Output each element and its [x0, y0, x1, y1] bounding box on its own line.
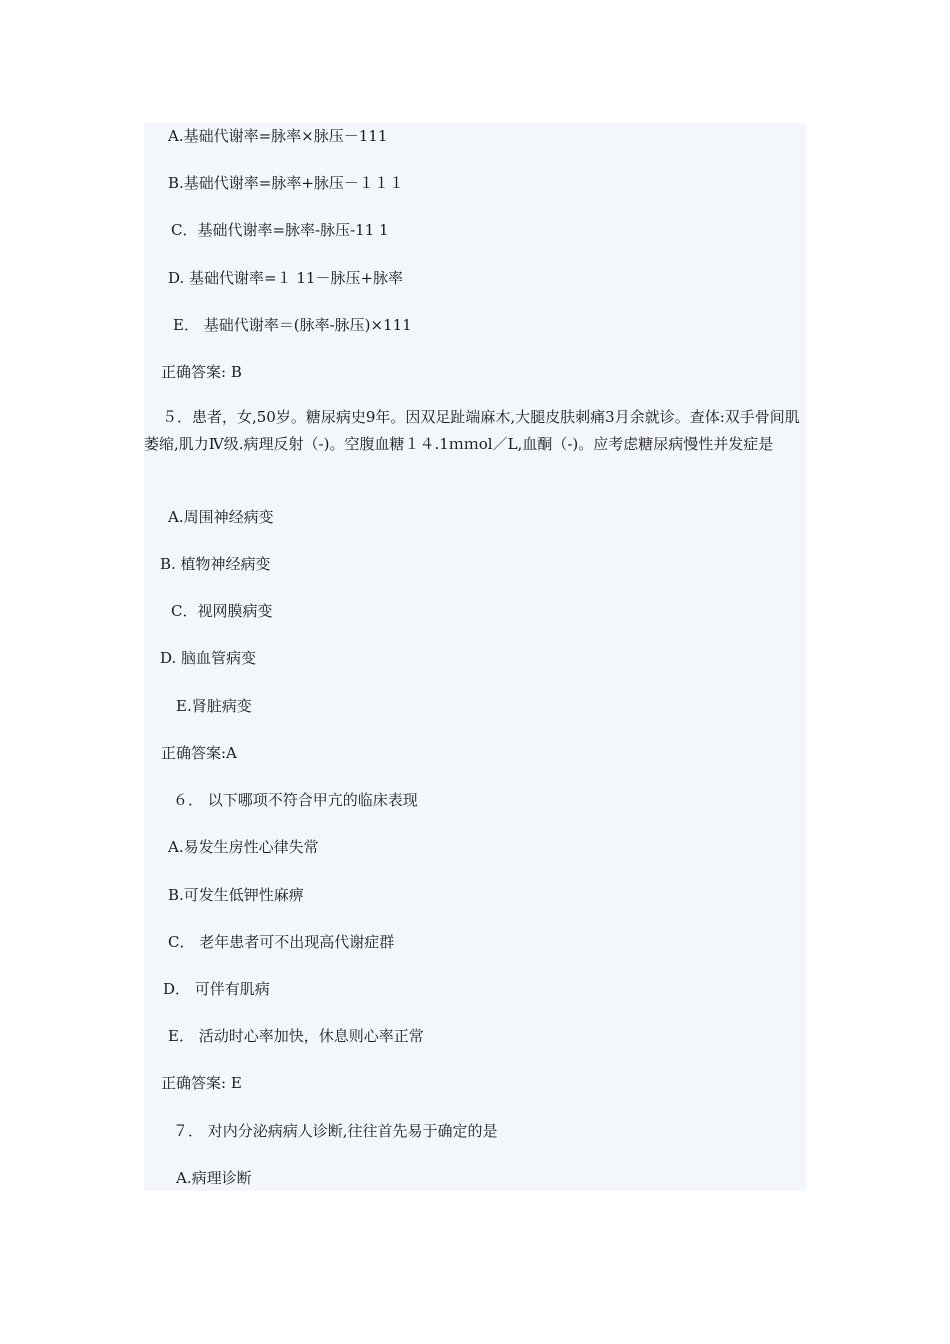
q7-stem: ７． 对内分泌病病人诊断,往往首先易于确定的是	[173, 1122, 498, 1140]
q6-option-b: B.可发生低钾性麻痹	[168, 886, 304, 904]
q5-answer: 正确答案:A	[161, 744, 237, 762]
q6-option-c: C． 老年患者可不出现高代谢症群	[168, 933, 395, 951]
q6-answer: 正确答案: E	[161, 1074, 242, 1092]
q4-option-d: D. 基础代谢率=１ 11－脉压+脉率	[168, 269, 404, 287]
q5-option-b: B. 植物神经病变	[160, 555, 271, 573]
q6-stem: ６． 以下哪项不符合甲亢的临床表现	[173, 791, 418, 809]
q5-option-d: D. 脑血管病变	[160, 649, 257, 667]
q5-option-e: E.肾脏病变	[176, 697, 252, 715]
q6-option-d: D． 可伴有肌病	[163, 980, 270, 998]
q4-answer: 正确答案: B	[161, 363, 242, 381]
q6-option-a: A.易发生房性心律失常	[168, 838, 319, 856]
q5-option-a: A.周围神经病变	[168, 508, 274, 526]
q4-option-e: E． 基础代谢率＝(脉率-脉压)×111	[173, 316, 412, 334]
q6-option-e: E． 活动时心率加快，休息则心率正常	[168, 1027, 424, 1045]
q4-option-a: A.基础代谢率=脉率×脉压－111	[168, 127, 388, 145]
q4-option-b: B.基础代谢率=脉率+脉压－１１１	[168, 174, 404, 192]
q7-option-a: A.病理诊断	[176, 1169, 252, 1187]
q5-stem: ５．患者，女,50岁。糖尿病史9年。因双足趾端麻木,大腿皮肤刺痛3月余就诊。查体:双手骨间肌萎缩,肌力Ⅳ级.病理反射（-)。空腹血糖１４.1ｍｍol／L,血酮（-)。应考虑糖尿病慢性并发症是	[144, 408, 800, 453]
q4-option-c: C．基础代谢率=脉率-脉压-11 1	[171, 221, 389, 239]
q5-option-c: C．视网膜病变	[171, 602, 273, 620]
